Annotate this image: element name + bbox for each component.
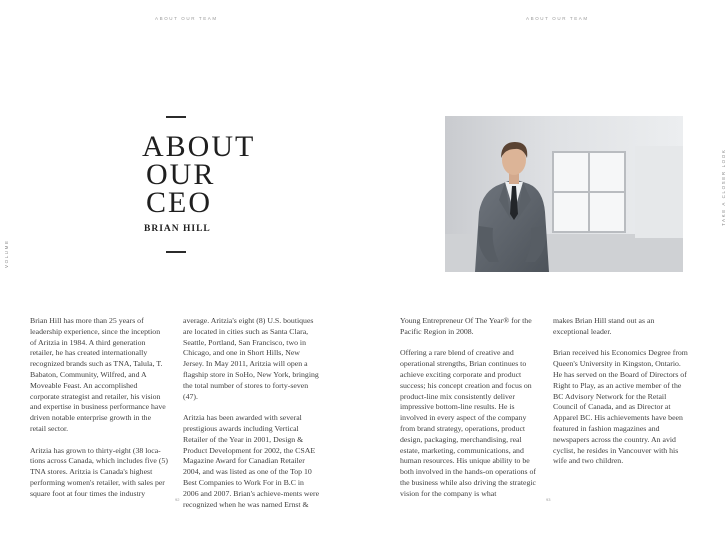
page-title — [142, 130, 256, 219]
volume-side-label: VOLUME — [4, 239, 9, 268]
text-column-4 — [553, 316, 691, 478]
title-rule-top — [166, 116, 186, 118]
ceo-portrait-photo — [445, 116, 683, 272]
text-column-3 — [400, 316, 538, 510]
text-column-1 — [30, 316, 168, 510]
title-rule-bottom — [166, 251, 186, 253]
title-line: OUR — [146, 158, 216, 191]
paragraph: Aritzia has been awarded with several prestigious awards including Vertical Retailer of the Year in 2001, Design & Product Development for 2002, the CSAE Magazine Award for Canadian Retailer 2004, and was listed as one of the Top 10 Best Companies to Work For in B.C in 2006 and 2007. Brian's achieve-ments were recognized when he was named Ernst & — [183, 413, 320, 509]
paragraph: Young Entrepreneur Of The Year® for the Pacific Region in 2008. — [400, 316, 532, 336]
page-number: 92 — [175, 497, 180, 502]
paragraph: makes Brian Hill stand out as an exceptional leader. — [553, 316, 655, 336]
running-head: ABOUT OUR TEAM — [155, 16, 218, 21]
paragraph: Aritzia has grown to thirty-eight (38 loca- tions across Canada, which includes five (5) TNA stores. Aritzia is Canada's highest performing women's retailer, with sales per square foot at four times the industry — [30, 445, 168, 498]
side-label: TAKE A CLOSER LOOK — [721, 148, 726, 226]
paragraph: average. Aritzia's eight (8) U.S. boutiques are located in cities such as Santa Clara, Seattle, Portland, San Francisco, two in Chicago, and one in Short Hills, New Jersey. In May 2011, Aritzia will open a flagship store in SoHo, New York, bringing the total number of stores to forty-seven (47). — [183, 316, 319, 401]
text-column-2 — [183, 316, 321, 521]
page-number: 93 — [546, 497, 551, 502]
byline: BRIAN HILL — [144, 224, 211, 234]
title-line: CEO — [146, 186, 212, 219]
title-line: ABOUT — [142, 130, 256, 163]
paragraph: Offering a rare blend of creative and operational strengths, Brian continues to achieve exciting corporate and product success; his concept creation and focus on product-line mix consistently deliver impressive bottom-line results. He is involved in every aspect of the company from brand strategy, operations, product design, packaging, merchandising, real estate, marketing, communications, and human resources. His unique ability to be both involved in the hands-on operations of the business while also driving the strategic vision for the company is what — [400, 348, 536, 498]
running-head: ABOUT OUR TEAM — [526, 16, 589, 21]
paragraph: Brian Hill has more than 25 years of leadership experience, since the inception of Aritzia in 1984. A third generation retailer, he has created internationally recognized brands such as TNA, Talula, T. Babaton, Community, Wilfred, and A Moveable Feast. An accomplished corporate strategist and retailer, his vision and expertise in business performance have driven notable enterprise growth in the retail sector. — [30, 316, 166, 433]
paragraph: Brian received his Economics Degree from Queen's University in Kingston, Ontario. He has served on the Board of Directors of Right to Play, as an active member of the BC Advisory Network for the Retail Council of Canada, and as Director at Apparel BC. His achievements have been featured in fashion magazines and newspapers across the country. An avid cyclist, he resides in Vancouver with his wife and two children. — [553, 348, 688, 466]
